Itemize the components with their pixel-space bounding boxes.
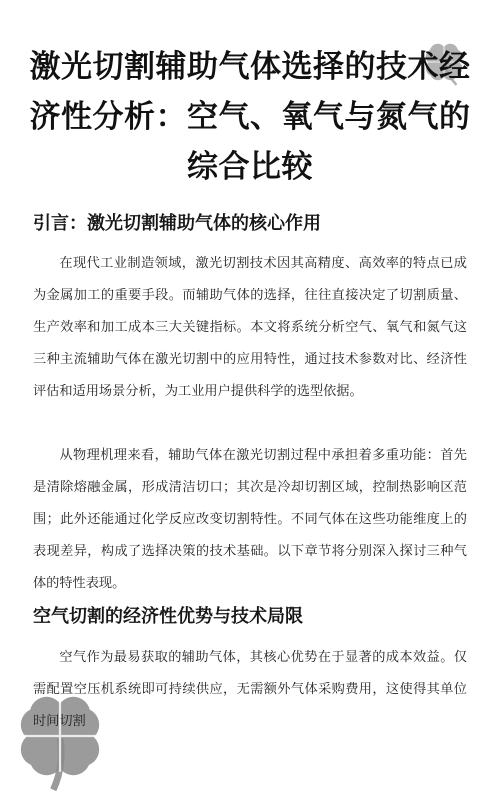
paragraph: 空气作为最易获取的辅助气体，其核心优势在于显著的成本效益。仅需配置空压机系统即可持续供应，无需额外气体采购费用，这使得其单位时间切割 <box>33 650 467 729</box>
paragraph: 在现代工业制造领域，激光切割技术因其高精度、高效率的特点已成为金属加工的重要手段。而辅助气体的选择，往往直接决定了切割质量、生产效率和加工成本三大关键指标。本文将系统分析空气、氧气和氮气这三种主流辅助气体在激光切割中的应用特性，通过技术参数对比、经济性评估和适用场景分析，为工业用户提供科学的选型依据。 <box>33 256 467 399</box>
page-title: 激光切割辅助气体选择的技术经济性分析：空气、氧气与氮气的综合比较 <box>29 49 471 185</box>
paragraph: 从物理机理来看，辅助气体在激光切割过程中承担着多重功能：首先是清除熔融金属，形成清洁切口；其次是冷却切割区域，控制热影响区范围；此外还能通过化学反应改变切割特性。不同气体在这些功能维度上的表现差异，构成了选择决策的技术基础。以下章节将分别深入探讨三种气体的特性表现。 <box>33 448 467 591</box>
section-heading-air-cutting: 空气切割的经济性优势与技术局限 <box>33 606 303 627</box>
section-heading-intro: 引言：激光切割辅助气体的核心作用 <box>33 213 321 234</box>
